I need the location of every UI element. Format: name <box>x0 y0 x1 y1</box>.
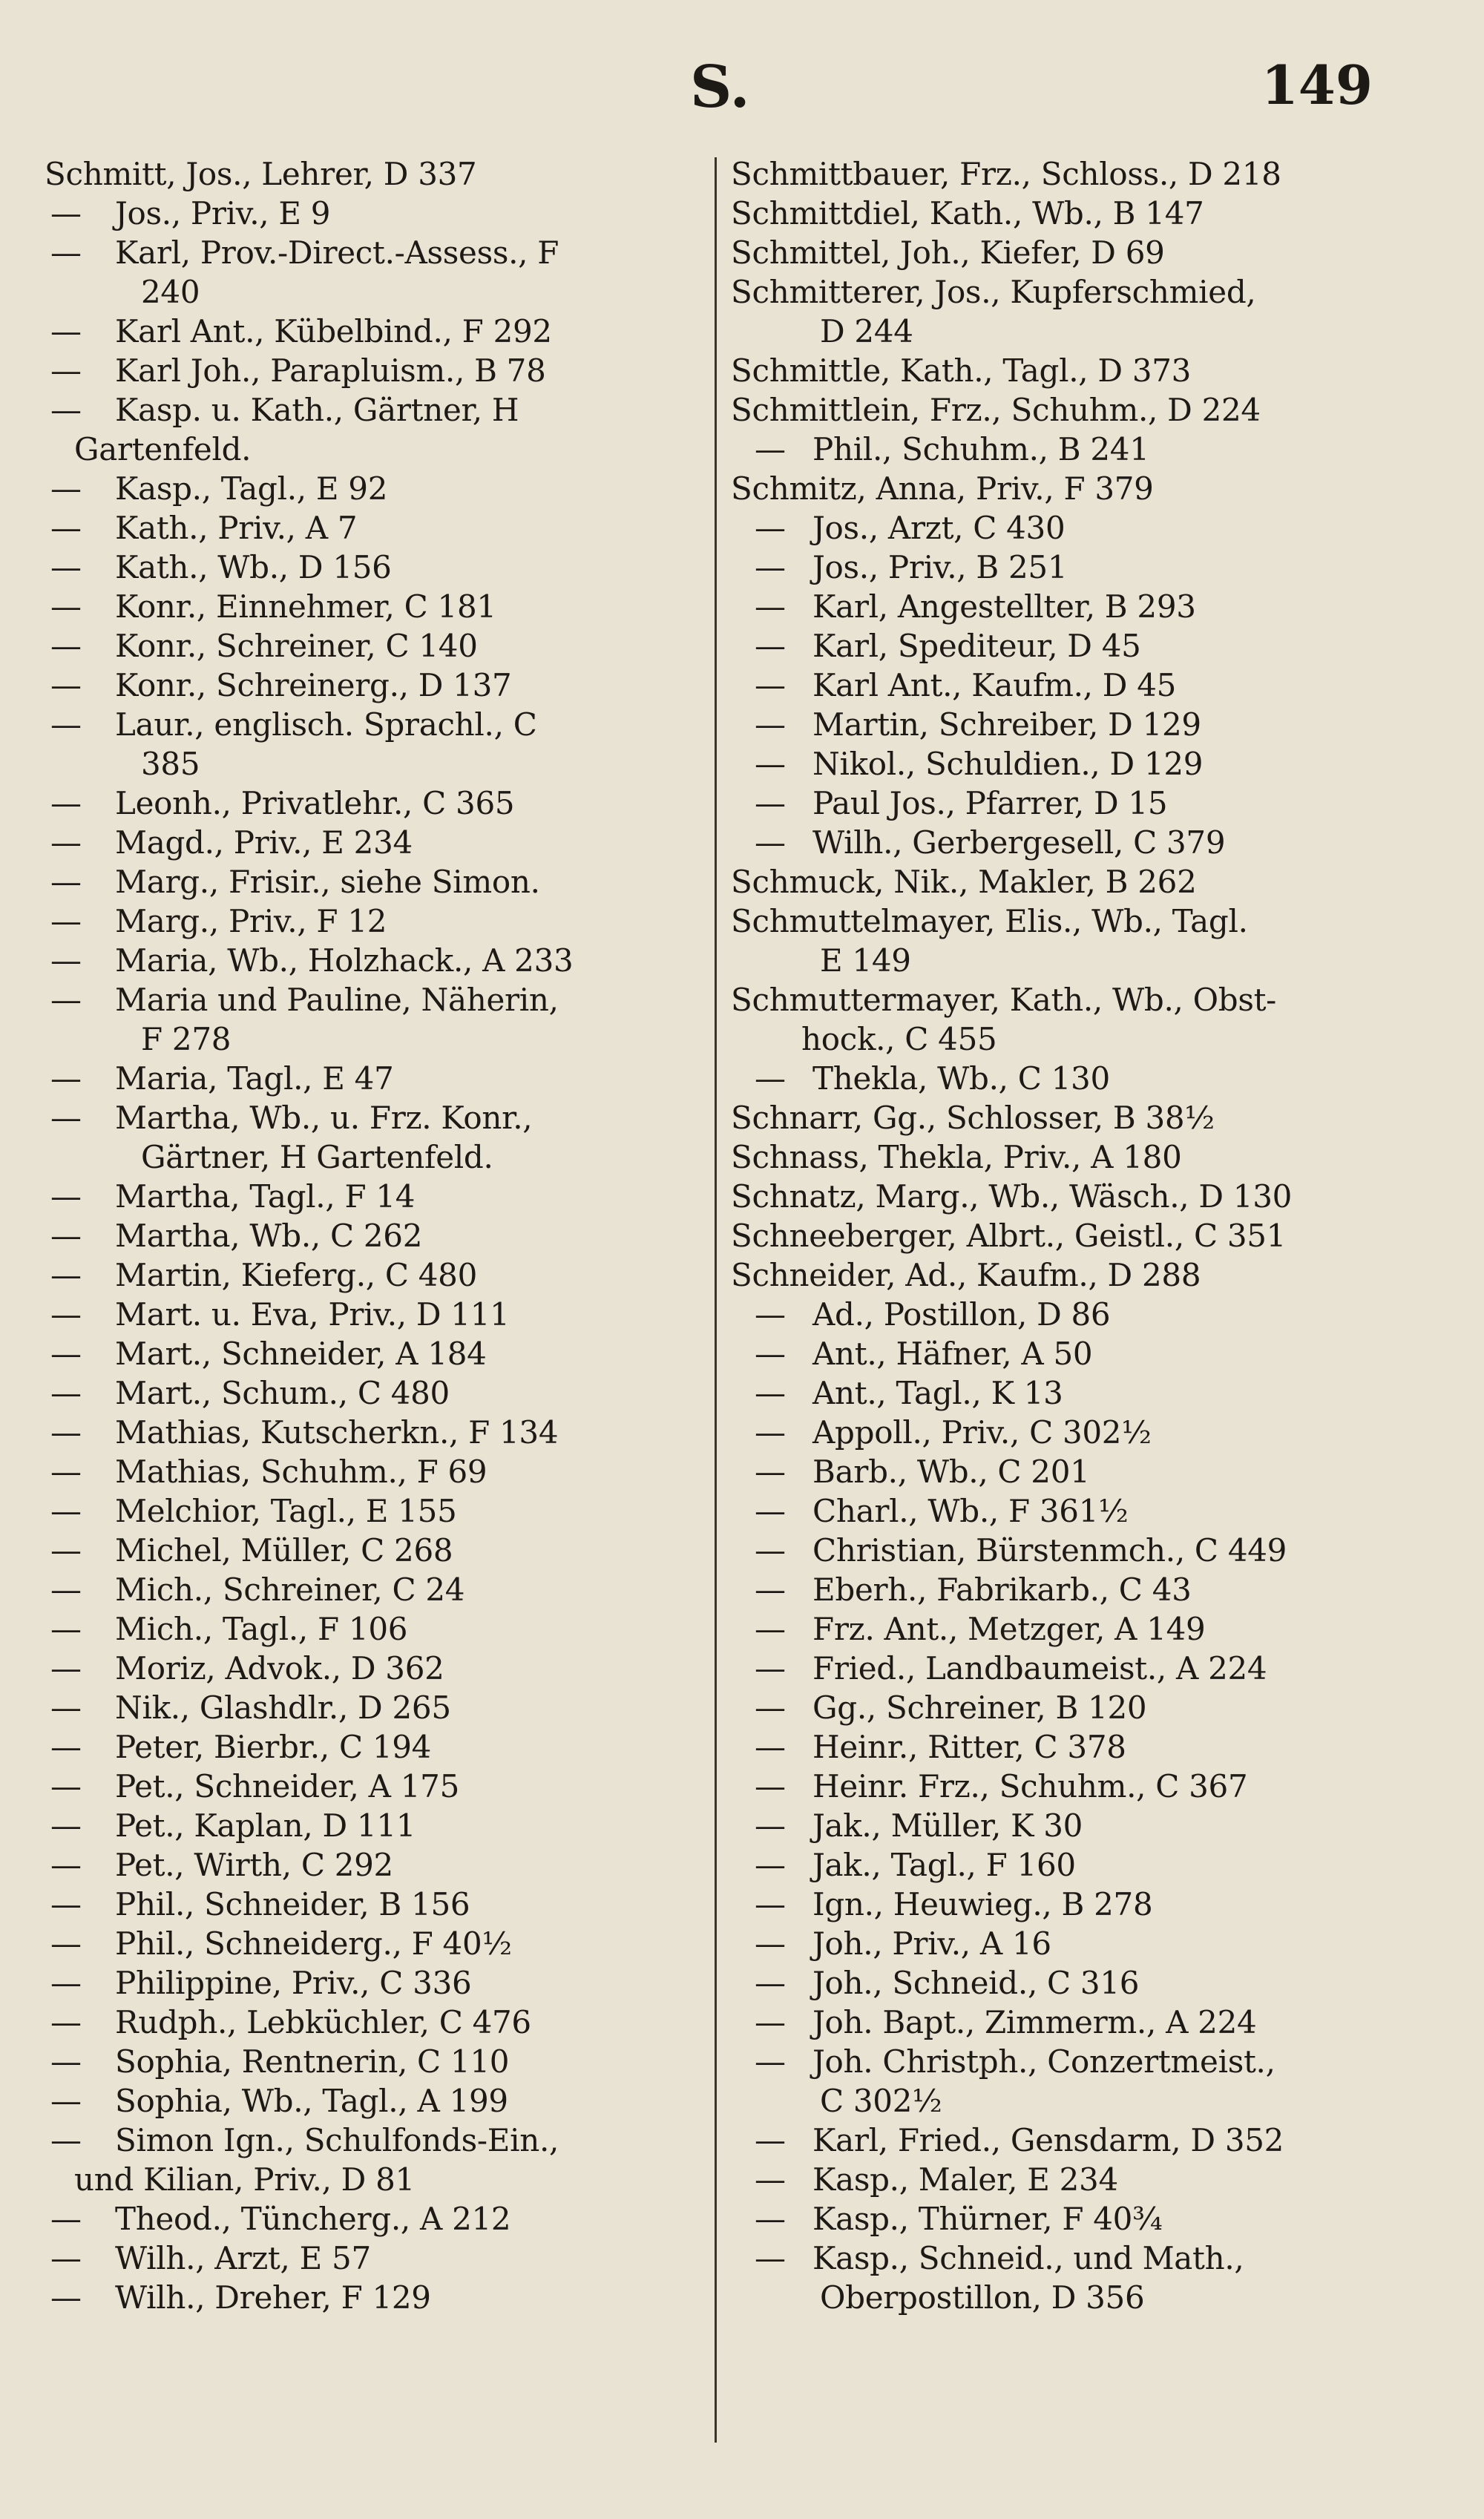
directory-entry: — Ad., Postillon, D 86 <box>731 1295 1421 1334</box>
directory-entry: — Martin, Schreiber, D 129 <box>731 705 1421 744</box>
directory-entry: — Simon Ign., Schulfonds-Ein., <box>45 2121 712 2160</box>
directory-entry: — Pet., Kaplan, D 111 <box>45 1806 712 1845</box>
directory-entry: — Karl, Prov.-Direct.-Assess., F <box>45 233 712 272</box>
directory-entry: Schmuttermayer, Kath., Wb., Obst- <box>731 982 1277 1018</box>
directory-entry: — Eberh., Fabrikarb., C 43 <box>731 1570 1421 1609</box>
directory-entry: und Kilian, Priv., D 81 <box>74 2161 415 2198</box>
directory-entry: — Karl Ant., Kübelbind., F 292 <box>45 312 712 351</box>
directory-entry: — Laur., englisch. Sprachl., C <box>45 705 712 744</box>
directory-entry: — Karl Ant., Kaufm., D 45 <box>731 666 1421 705</box>
directory-entry: — Kasp., Maler, E 234 <box>731 2160 1421 2199</box>
directory-entry: Schneider, Ad., Kaufm., D 288 <box>731 1257 1201 1293</box>
directory-entry: — Nik., Glashdlr., D 265 <box>45 1688 712 1727</box>
directory-entry: — Wilh., Arzt, E 57 <box>45 2239 712 2278</box>
directory-entry: — Maria und Pauline, Näherin, <box>45 980 712 1019</box>
directory-entry: E 149 <box>820 942 911 979</box>
directory-entry: — Wilh., Dreher, F 129 <box>45 2278 712 2317</box>
directory-entry: — Heinr. Frz., Schuhm., C 367 <box>731 1767 1421 1806</box>
directory-entry: — Maria, Wb., Holzhack., A 233 <box>45 941 712 980</box>
directory-entry: — Heinr., Ritter, C 378 <box>731 1727 1421 1767</box>
directory-entry: — Martha, Wb., u. Frz. Konr., <box>45 1098 712 1137</box>
directory-entry: — Appoll., Priv., C 302½ <box>731 1413 1421 1452</box>
directory-entry: — Konr., Einnehmer, C 181 <box>45 587 712 626</box>
directory-entry: — Kasp. u. Kath., Gärtner, H <box>45 390 712 430</box>
directory-entry: Schnarr, Gg., Schlosser, B 38½ <box>731 1100 1215 1136</box>
directory-entry: — Phil., Schneiderg., F 40½ <box>45 1924 712 1963</box>
directory-entry: — Philippine, Priv., C 336 <box>45 1963 712 2003</box>
directory-entry: — Mart., Schum., C 480 <box>45 1373 712 1413</box>
page-number: 149 <box>1261 53 1373 116</box>
directory-entry: Schnatz, Marg., Wb., Wäsch., D 130 <box>731 1178 1293 1215</box>
directory-entry: Schmittdiel, Kath., Wb., B 147 <box>731 195 1204 231</box>
directory-entry: — Joh. Christph., Conzertmeist., <box>731 2042 1421 2081</box>
directory-entry: Schmittlein, Frz., Schuhm., D 224 <box>731 392 1261 428</box>
directory-entry: — Mathias, Schuhm., F 69 <box>45 1452 712 1491</box>
directory-entry: — Christian, Bürstenmch., C 449 <box>731 1531 1421 1570</box>
directory-entry: — Martha, Tagl., F 14 <box>45 1177 712 1216</box>
directory-entry: — Karl, Angestellter, B 293 <box>731 587 1421 626</box>
directory-entry: Schmitterer, Jos., Kupferschmied, <box>731 274 1256 310</box>
directory-entry: Schneeberger, Albrt., Geistl., C 351 <box>731 1218 1287 1254</box>
directory-entry: — Fried., Landbaumeist., A 224 <box>731 1649 1421 1688</box>
directory-entry: Gärtner, H Gartenfeld. <box>141 1139 493 1175</box>
directory-entry: — Marg., Frisir., siehe Simon. <box>45 862 712 901</box>
directory-entry: Schmuttelmayer, Elis., Wb., Tagl. <box>731 903 1248 939</box>
directory-entry: — Jos., Priv., B 251 <box>731 548 1421 587</box>
directory-entry: Oberpostillon, D 356 <box>820 2279 1145 2316</box>
directory-entry: — Kasp., Schneid., und Math., <box>731 2239 1421 2278</box>
directory-entry: — Sophia, Rentnerin, C 110 <box>45 2042 712 2081</box>
right-column <box>731 154 1421 2317</box>
directory-entry: — Konr., Schreiner, C 140 <box>45 626 712 666</box>
directory-entry: — Joh. Bapt., Zimmerm., A 224 <box>731 2003 1421 2042</box>
directory-entry: — Pet., Schneider, A 175 <box>45 1767 712 1806</box>
directory-entry: C 302½ <box>820 2083 942 2119</box>
directory-entry: — Thekla, Wb., C 130 <box>731 1059 1421 1098</box>
directory-entry: — Martha, Wb., C 262 <box>45 1216 712 1255</box>
directory-entry: — Mart. u. Eva, Priv., D 111 <box>45 1295 712 1334</box>
directory-entry: — Maria, Tagl., E 47 <box>45 1059 712 1098</box>
directory-entry: — Kath., Priv., A 7 <box>45 508 712 548</box>
directory-entry: — Nikol., Schuldien., D 129 <box>731 744 1421 784</box>
directory-entry: — Paul Jos., Pfarrer, D 15 <box>731 784 1421 823</box>
directory-entry: — Mathias, Kutscherkn., F 134 <box>45 1413 712 1452</box>
directory-entry: Schmittbauer, Frz., Schloss., D 218 <box>731 156 1281 192</box>
directory-entry: — Konr., Schreinerg., D 137 <box>45 666 712 705</box>
directory-entry: — Kasp., Thürner, F 40¾ <box>731 2199 1421 2239</box>
left-column <box>45 154 712 2317</box>
directory-entry: 385 <box>141 746 200 782</box>
directory-entry: — Joh., Schneid., C 316 <box>731 1963 1421 2003</box>
directory-entry: — Ant., Häfner, A 50 <box>731 1334 1421 1373</box>
directory-entry: — Ign., Heuwieg., B 278 <box>731 1885 1421 1924</box>
directory-entry: — Moriz, Advok., D 362 <box>45 1649 712 1688</box>
directory-entry: — Leonh., Privatlehr., C 365 <box>45 784 712 823</box>
directory-entry: — Charl., Wb., F 361½ <box>731 1491 1421 1531</box>
directory-entry: — Jak., Tagl., F 160 <box>731 1845 1421 1885</box>
directory-entry: — Karl, Fried., Gensdarm, D 352 <box>731 2121 1421 2160</box>
directory-entry: hock., C 455 <box>801 1021 997 1057</box>
section-letter: S. <box>690 53 750 121</box>
directory-entry: Schmuck, Nik., Makler, B 262 <box>731 864 1197 900</box>
directory-entry: Gartenfeld. <box>74 431 252 467</box>
column-divider <box>715 157 717 2443</box>
directory-entry: — Mart., Schneider, A 184 <box>45 1334 712 1373</box>
directory-entry: D 244 <box>820 313 913 349</box>
directory-entry: — Gg., Schreiner, B 120 <box>731 1688 1421 1727</box>
directory-entry: Schmitt, Jos., Lehrer, D 337 <box>45 156 477 192</box>
directory-entry: — Magd., Priv., E 234 <box>45 823 712 862</box>
directory-entry: — Phil., Schuhm., B 241 <box>731 430 1421 469</box>
directory-entry: 240 <box>141 274 200 310</box>
directory-entry: — Frz. Ant., Metzger, A 149 <box>731 1609 1421 1649</box>
page-header <box>0 53 1484 128</box>
directory-entry: — Karl, Spediteur, D 45 <box>731 626 1421 666</box>
directory-entry: — Phil., Schneider, B 156 <box>45 1885 712 1924</box>
directory-entry: — Jak., Müller, K 30 <box>731 1806 1421 1845</box>
directory-entry: — Wilh., Gerbergesell, C 379 <box>731 823 1421 862</box>
directory-entry: — Jos., Arzt, C 430 <box>731 508 1421 548</box>
directory-entry: — Mich., Schreiner, C 24 <box>45 1570 712 1609</box>
directory-entry: — Michel, Müller, C 268 <box>45 1531 712 1570</box>
directory-entry: — Kath., Wb., D 156 <box>45 548 712 587</box>
directory-entry: Schmittel, Joh., Kiefer, D 69 <box>731 234 1165 271</box>
directory-entry: — Ant., Tagl., K 13 <box>731 1373 1421 1413</box>
directory-entry: Schmitz, Anna, Priv., F 379 <box>731 470 1154 507</box>
directory-entry: — Karl Joh., Parapluism., B 78 <box>45 351 712 390</box>
directory-entry: — Martin, Kieferg., C 480 <box>45 1255 712 1295</box>
directory-entry: — Theod., Tüncherg., A 212 <box>45 2199 712 2239</box>
directory-entry: — Marg., Priv., F 12 <box>45 901 712 941</box>
directory-entry: — Barb., Wb., C 201 <box>731 1452 1421 1491</box>
directory-entry: F 278 <box>141 1021 232 1057</box>
directory-entry: — Joh., Priv., A 16 <box>731 1924 1421 1963</box>
directory-entry: — Kasp., Tagl., E 92 <box>45 469 712 508</box>
directory-entry: Schmittle, Kath., Tagl., D 373 <box>731 352 1192 389</box>
directory-entry: — Jos., Priv., E 9 <box>45 194 712 233</box>
directory-entry: — Mich., Tagl., F 106 <box>45 1609 712 1649</box>
directory-entry: — Melchior, Tagl., E 155 <box>45 1491 712 1531</box>
directory-entry: — Sophia, Wb., Tagl., A 199 <box>45 2081 712 2121</box>
directory-entry: Schnass, Thekla, Priv., A 180 <box>731 1139 1182 1175</box>
directory-entry: — Peter, Bierbr., C 194 <box>45 1727 712 1767</box>
directory-entry: — Pet., Wirth, C 292 <box>45 1845 712 1885</box>
directory-entry: — Rudph., Lebküchler, C 476 <box>45 2003 712 2042</box>
